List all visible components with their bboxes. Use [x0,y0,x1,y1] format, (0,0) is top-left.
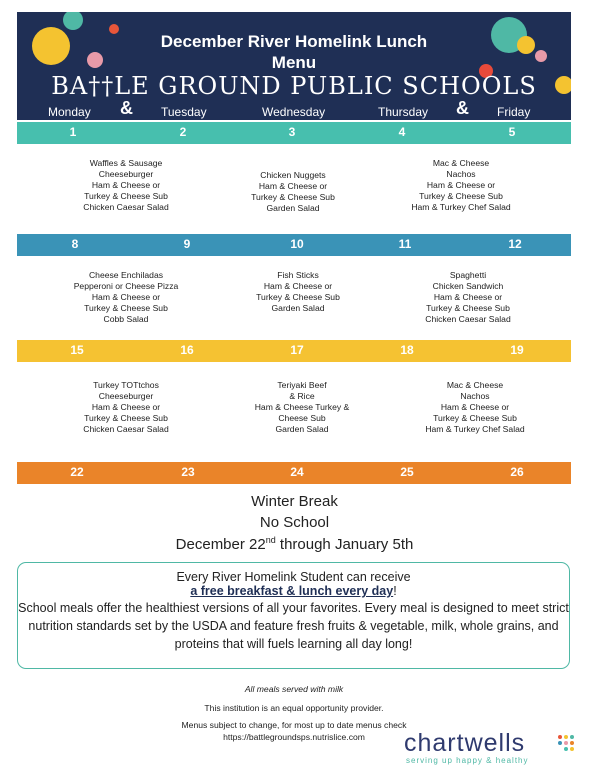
date-number: 4 [398,125,406,139]
decor-dot [63,12,83,30]
ampersand: & [120,98,133,118]
meal-cell: Mac & Cheese Nachos Ham & Cheese or Turkey & Cheese Sub Ham & Turkey Chef Salad [411,158,511,212]
date-number: 1 [69,125,77,139]
date-number: 24 [290,465,304,479]
meal-cell: Spaghetti Chicken Sandwich Ham & Cheese or Turkey & Cheese Sub Chicken Caesar Salad [425,270,511,324]
menu-header [17,12,571,120]
week-band [17,234,571,256]
no-school: No School [259,514,330,531]
meal-cell: Mac & Cheese Nachos Ham & Cheese or Turkey & Cheese Sub Ham & Turkey Chef Salad [425,380,525,434]
meal-cell: Chicken Nuggets Ham & Cheese or Turkey & Cheese Sub Garden Salad [251,170,335,213]
day-wednesday: Wednesday [262,105,326,119]
notice-body: School meals offer the healthiest versions of all your favorites. Every meal is designed to meet strict nutrition standards set by the USDA and feature fresh fruits & vegetable, milk, whole grains, and proteins that will fuels learning all day long! [18,601,569,651]
meal-cell: Fish Sticks Ham & Cheese or Turkey & Cheese Sub Garden Salad [256,270,340,313]
menu-subtitle: Menu [271,53,317,72]
date-number: 15 [70,343,84,357]
date-number: 25 [400,465,414,479]
date-number: 8 [71,237,79,251]
day-friday: Friday [497,105,531,119]
day-tuesday: Tuesday [161,105,207,119]
day-thursday: Thursday [378,105,429,119]
date-number: 9 [183,237,191,251]
menu-url[interactable]: https://battlegroundsps.nutrislice.com [223,732,365,742]
week-band [17,122,571,144]
date-number: 10 [290,237,304,251]
date-number: 26 [510,465,524,479]
meal-cell: Waffles & Sausage Cheeseburger Ham & Cheese or Turkey & Cheese Sub Chicken Caesar Salad [83,158,169,212]
ampersand: & [456,98,469,118]
date-number: 19 [510,343,524,357]
date-number: 17 [290,343,304,357]
date-number: 16 [180,343,194,357]
break-dates: December 22nd through January 5th [175,535,414,553]
date-number: 18 [400,343,414,357]
date-number: 2 [179,125,187,139]
logo-dots-icon [558,735,576,753]
date-number: 22 [70,465,84,479]
meal-cell: Cheese Enchiladas Pepperoni or Cheese Pizza Ham & Cheese or Turkey & Cheese Sub Cobb Salad [73,270,179,324]
equal-opportunity: This institution is an equal opportunity provider. [204,703,384,713]
meal-cell: Teriyaki Beef & Rice Ham & Cheese Turkey & Cheese Sub Garden Salad [254,380,350,434]
date-number: 11 [398,237,412,251]
date-number: 3 [288,125,296,139]
day-monday: Monday [48,105,91,119]
chartwells-logo [404,731,529,765]
date-number: 23 [181,465,195,479]
menu-title: December River Homelink Lunch [160,32,428,51]
school-name: BA††LE GROUND PUBLIC SCHOOLS [51,72,537,100]
notice-highlight: a free breakfast & lunch every day! [190,584,397,598]
meal-cell: Turkey TOTtchos Cheeseburger Ham & Cheese or Turkey & Cheese Sub Chicken Caesar Salad [83,380,169,434]
week-band [17,462,571,484]
week-band [17,340,571,362]
winter-break-title: Winter Break [251,493,338,510]
logo-tagline: serving up happy & healthy [406,756,529,765]
free-meals-link[interactable]: a free breakfast & lunch every day [190,584,394,598]
date-number: 12 [508,237,522,251]
milk-note: All meals served with milk [244,684,344,694]
notice-intro: Every River Homelink Student can receive [176,570,411,584]
menu-change-note: Menus subject to change, for most up to date menus check [181,720,407,730]
date-number: 5 [508,125,516,139]
logo-wordmark: chartwells [404,729,526,757]
free-meals-notice [17,562,570,669]
